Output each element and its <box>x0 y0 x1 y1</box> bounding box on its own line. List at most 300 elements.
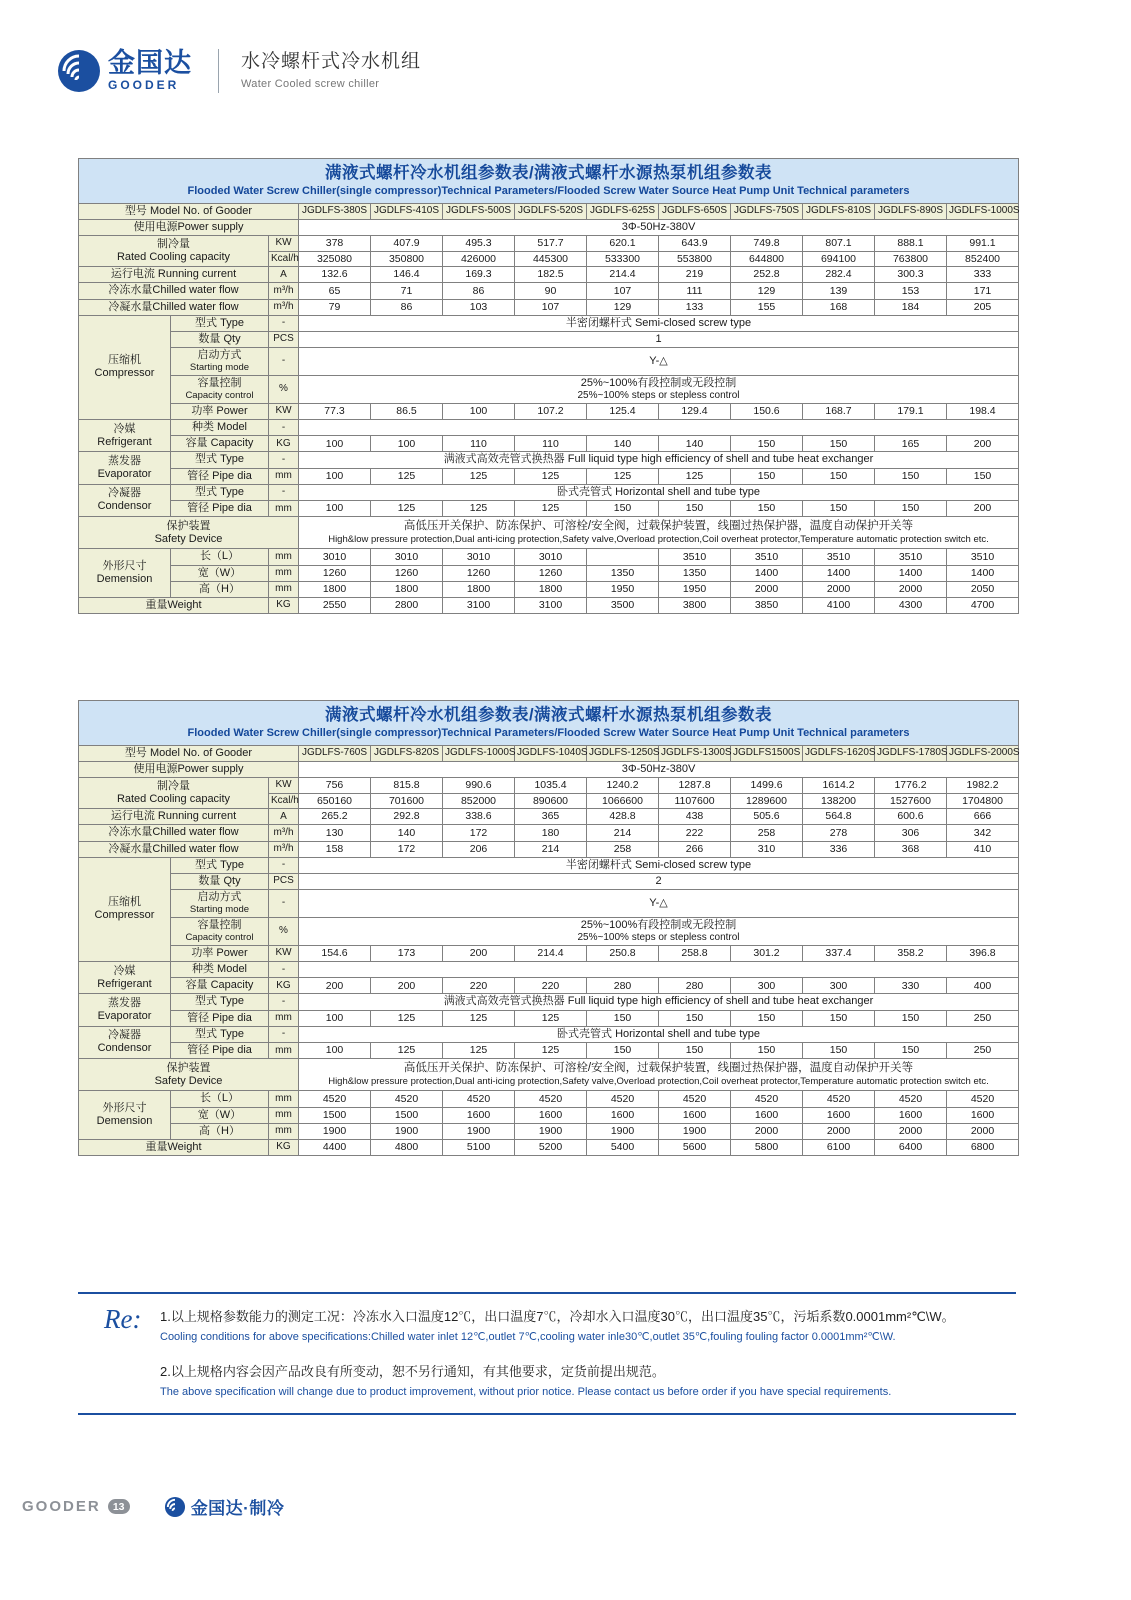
evap-pipe-unit: mm <box>269 1010 299 1026</box>
comp-power-3: 214.4 <box>515 945 587 961</box>
dim-w-label: 宽（W） <box>171 565 269 581</box>
refrigerant-label-en: Refrigerant <box>97 435 152 448</box>
chilled-2: 172 <box>443 825 515 841</box>
ref-model-label: 种类 Model <box>171 962 269 978</box>
chilled-4: 107 <box>587 283 659 299</box>
dim-w-5: 1350 <box>659 565 731 581</box>
ref-cap-5: 280 <box>659 978 731 994</box>
dim-l-4: 4520 <box>587 1091 659 1107</box>
current-label: 运行电流 Running current <box>79 267 269 283</box>
cond-pipe-0: 100 <box>299 1042 371 1058</box>
cooling-water-4: 258 <box>587 841 659 857</box>
comp-power-0: 77.3 <box>299 403 371 419</box>
table-row-chilled <box>79 825 1019 841</box>
cooling-water-unit: m³/h <box>269 841 299 857</box>
table-row-cooling-kw <box>79 777 1019 793</box>
weight-6: 5800 <box>731 1139 803 1155</box>
comp-type-value-en: Semi-closed screw type <box>634 858 752 871</box>
model-9: JGDLFS-1000S <box>947 203 1019 219</box>
notes-re-label: Re: <box>104 1304 142 1334</box>
cooling-water-6: 155 <box>731 299 803 315</box>
cond-pipe-7: 150 <box>803 1042 875 1058</box>
company-logo <box>56 48 192 94</box>
comp-start-label-cn: 启动方式 <box>197 891 242 904</box>
evap-type-value-en: Full liquid type high efficiency of shell and tube heat exchanger <box>567 453 874 466</box>
table-row-evap-pipe <box>79 1010 1019 1026</box>
dim-l-2: 3010 <box>443 549 515 565</box>
dim-l-unit: mm <box>269 1091 299 1107</box>
safety-value-cn: 高低压开关保护、防冻保护、可溶栓/安全阀，过载保护装置，线圈过热保护器，温度自动保护开关等 <box>403 1062 914 1075</box>
evap-pipe-unit: mm <box>269 468 299 484</box>
model-4: JGDLFS-625S <box>587 203 659 219</box>
table-row-power-supply <box>79 219 1019 235</box>
cooling-kw-2: 495.3 <box>443 235 515 251</box>
table-title-cell <box>79 701 1019 746</box>
cond-pipe-unit: mm <box>269 500 299 516</box>
table-row-safety <box>79 517 1019 549</box>
cooling-kcal-7: 694100 <box>803 251 875 267</box>
comp-capacity-label <box>171 917 269 945</box>
evap-type-value-en: Full liquid type high efficiency of shell and tube heat exchanger <box>567 995 874 1008</box>
compressor-label-cn: 压缩机 <box>108 896 141 909</box>
dim-w-unit: mm <box>269 1107 299 1123</box>
comp-power-4: 250.8 <box>587 945 659 961</box>
cooling-kw-4: 620.1 <box>587 235 659 251</box>
cooling-kcal-8: 1527600 <box>875 793 947 809</box>
comp-power-2: 200 <box>443 945 515 961</box>
power-supply-label: 使用电源Power supply <box>79 219 299 235</box>
model-9: JGDLFS-2000S <box>947 745 1019 761</box>
chilled-label: 冷冻水量Chilled water flow <box>79 825 269 841</box>
table-row-comp-power <box>79 945 1019 961</box>
cond-pipe-1: 125 <box>371 1042 443 1058</box>
footer-logo <box>164 1494 285 1519</box>
comp-power-7: 168.7 <box>803 403 875 419</box>
weight-8: 6400 <box>875 1139 947 1155</box>
cooling-capacity-label <box>79 235 269 266</box>
ref-model-value <box>299 420 1019 436</box>
weight-2: 5100 <box>443 1139 515 1155</box>
model-5: JGDLFS-650S <box>659 203 731 219</box>
dim-w-8: 1600 <box>875 1107 947 1123</box>
evap-pipe-7: 150 <box>803 468 875 484</box>
dim-w-0: 1500 <box>299 1107 371 1123</box>
cooling-kw-3: 1035.4 <box>515 777 587 793</box>
evaporator-label-cn: 蒸发器 <box>108 454 141 467</box>
cooling-water-1: 172 <box>371 841 443 857</box>
chilled-1: 140 <box>371 825 443 841</box>
dim-h-5: 1950 <box>659 581 731 597</box>
dimension-label-cn: 外形尺寸 <box>102 559 147 572</box>
cooling-water-3: 214 <box>515 841 587 857</box>
cond-type-label: 型式 Type <box>171 484 269 500</box>
current-4: 214.4 <box>587 267 659 283</box>
logo-text-en: GOODER <box>108 78 180 93</box>
evap-pipe-1: 125 <box>371 1010 443 1026</box>
cond-pipe-3: 125 <box>515 500 587 516</box>
cooling-kw-4: 1240.2 <box>587 777 659 793</box>
cond-type-value <box>299 484 1019 500</box>
comp-power-4: 125.4 <box>587 403 659 419</box>
dim-h-1: 1900 <box>371 1123 443 1139</box>
weight-3: 3100 <box>515 597 587 613</box>
cond-type-value-en: Horizontal shell and tube type <box>615 1027 760 1040</box>
cooling-kw-2: 990.6 <box>443 777 515 793</box>
cond-pipe-5: 150 <box>659 1042 731 1058</box>
dim-w-2: 1260 <box>443 565 515 581</box>
table-row-dim-w <box>79 1107 1019 1123</box>
evaporator-group-label <box>79 994 171 1026</box>
table-row-comp-type <box>79 857 1019 873</box>
evap-pipe-7: 150 <box>803 1010 875 1026</box>
dim-w-unit: mm <box>269 565 299 581</box>
cond-pipe-6: 150 <box>731 500 803 516</box>
cooling-kcal-1: 350800 <box>371 251 443 267</box>
dim-w-1: 1500 <box>371 1107 443 1123</box>
chilled-0: 130 <box>299 825 371 841</box>
chilled-8: 153 <box>875 283 947 299</box>
cooling-water-5: 266 <box>659 841 731 857</box>
cooling-water-9: 205 <box>947 299 1019 315</box>
comp-type-unit: - <box>269 857 299 873</box>
gooder-swirl-icon <box>56 48 102 94</box>
safety-label <box>79 1059 299 1091</box>
cooling-kw-8: 1776.2 <box>875 777 947 793</box>
model-8: JGDLFS-1780S <box>875 745 947 761</box>
cooling-kw-5: 1287.8 <box>659 777 731 793</box>
cond-pipe-label: 管径 Pipe dia <box>171 500 269 516</box>
comp-power-0: 154.6 <box>299 945 371 961</box>
cooling-water-0: 79 <box>299 299 371 315</box>
dim-h-6: 2000 <box>731 581 803 597</box>
evap-pipe-0: 100 <box>299 468 371 484</box>
table-row-current <box>79 267 1019 283</box>
dim-w-0: 1260 <box>299 565 371 581</box>
dim-h-9: 2050 <box>947 581 1019 597</box>
cond-type-value-en: Horizontal shell and tube type <box>615 485 760 498</box>
header-divider <box>218 49 219 93</box>
dim-l-8: 4520 <box>875 1091 947 1107</box>
current-2: 338.6 <box>443 809 515 825</box>
ref-cap-3: 110 <box>515 436 587 452</box>
table-row-weight <box>79 597 1019 613</box>
table-row-safety <box>79 1059 1019 1091</box>
weight-label: 重量Weight <box>79 1139 269 1155</box>
cooling-kcal-5: 1107600 <box>659 793 731 809</box>
comp-cap-label-en: Capacity control <box>185 932 254 944</box>
dim-w-8: 1400 <box>875 565 947 581</box>
cond-pipe-6: 150 <box>731 1042 803 1058</box>
comp-start-value: Y-△ <box>299 348 1019 376</box>
dim-h-0: 1800 <box>299 581 371 597</box>
evap-pipe-8: 150 <box>875 1010 947 1026</box>
comp-power-9: 396.8 <box>947 945 1019 961</box>
cooling-kcal-2: 426000 <box>443 251 515 267</box>
dim-w-3: 1260 <box>515 565 587 581</box>
evap-type-value-cn: 满液式高效壳管式换热器 <box>443 453 565 466</box>
chilled-6: 258 <box>731 825 803 841</box>
cooling-water-7: 336 <box>803 841 875 857</box>
cooling-kcal-5: 553800 <box>659 251 731 267</box>
ref-cap-unit: KG <box>269 978 299 994</box>
cooling-water-6: 310 <box>731 841 803 857</box>
cooling-kw-unit: KW <box>269 235 299 251</box>
comp-power-2: 100 <box>443 403 515 419</box>
comp-qty-unit: PCS <box>269 873 299 889</box>
comp-cap-value-en: 25%~100% steps or stepless control <box>577 389 740 401</box>
header-title-cn: 水冷螺杆式冷水机组 <box>241 51 422 73</box>
dim-l-5: 4520 <box>659 1091 731 1107</box>
comp-cap-unit: % <box>269 917 299 945</box>
comp-cap-value-cn: 25%~100%有段控制或无段控制 <box>580 376 737 389</box>
spec-table-1 <box>78 158 1019 614</box>
comp-power-label: 功率 Power <box>171 403 269 419</box>
cond-pipe-2: 125 <box>443 500 515 516</box>
dim-h-7: 2000 <box>803 581 875 597</box>
dim-l-4 <box>587 549 659 565</box>
ref-cap-2: 110 <box>443 436 515 452</box>
evaporator-label-cn: 蒸发器 <box>108 996 141 1009</box>
comp-qty-label: 数量 Qty <box>171 331 269 347</box>
table-row-cond-type <box>79 1026 1019 1042</box>
chilled-3: 90 <box>515 283 587 299</box>
page-footer <box>22 1494 284 1519</box>
cooling-water-2: 103 <box>443 299 515 315</box>
chilled-3: 180 <box>515 825 587 841</box>
dim-l-8: 3510 <box>875 549 947 565</box>
refrigerant-group-label <box>79 962 171 994</box>
dimension-group-label <box>79 1091 171 1140</box>
cond-pipe-label: 管径 Pipe dia <box>171 1042 269 1058</box>
dim-h-label: 高（H） <box>171 581 269 597</box>
comp-power-1: 86.5 <box>371 403 443 419</box>
table-title-en: Flooded Water Screw Chiller(single compressor)Technical Parameters/Flooded Screw Water Source Heat Pump Unit Technical parameters <box>187 727 910 740</box>
cooling-kcal-4: 533300 <box>587 251 659 267</box>
evaporator-label-en: Evaporator <box>97 468 152 481</box>
evap-pipe-2: 125 <box>443 468 515 484</box>
comp-power-3: 107.2 <box>515 403 587 419</box>
comp-start-label-en: Starting mode <box>189 362 250 374</box>
condensor-label-cn: 冷凝器 <box>108 1029 141 1042</box>
comp-cap-label-cn: 容量控制 <box>197 918 242 931</box>
note-1 <box>160 1308 1016 1345</box>
dim-w-label: 宽（W） <box>171 1107 269 1123</box>
ref-cap-7: 300 <box>803 978 875 994</box>
weight-9: 6800 <box>947 1139 1019 1155</box>
safety-value-en: High&low pressure protection,Dual anti-icing protection,Safety valve,Overload protection,Coil overheat protector,Temperature automatic protection switch etc. <box>328 533 989 545</box>
table-row-comp-qty <box>79 331 1019 347</box>
model-2: JGDLFS-1000S <box>443 745 515 761</box>
ref-cap-label: 容量 Capacity <box>171 978 269 994</box>
cooling-water-label: 冷凝水量Chilled water flow <box>79 841 269 857</box>
weight-5: 3800 <box>659 597 731 613</box>
cooling-water-7: 168 <box>803 299 875 315</box>
evap-type-label: 型式 Type <box>171 452 269 468</box>
cooling-capacity-label <box>79 777 269 808</box>
current-5: 219 <box>659 267 731 283</box>
evap-pipe-5: 125 <box>659 468 731 484</box>
cond-pipe-9: 200 <box>947 500 1019 516</box>
safety-value-en: High&low pressure protection,Dual anti-icing protection,Safety valve,Overload protection,Coil overheat protector,Temperature automatic protection switch etc. <box>328 1075 989 1087</box>
table-title-en: Flooded Water Screw Chiller(single compressor)Technical Parameters/Flooded Screw Water Source Heat Pump Unit Technical parameters <box>187 185 910 198</box>
dim-h-unit: mm <box>269 581 299 597</box>
cond-pipe-5: 150 <box>659 500 731 516</box>
cond-type-unit: - <box>269 1026 299 1042</box>
cooling-kcal-6: 1289600 <box>731 793 803 809</box>
dim-h-label: 高（H） <box>171 1123 269 1139</box>
current-6: 252.8 <box>731 267 803 283</box>
comp-start-label <box>171 890 269 918</box>
weight-8: 4300 <box>875 597 947 613</box>
dim-w-3: 1600 <box>515 1107 587 1123</box>
safety-label-cn: 保护装置 <box>166 519 211 532</box>
dim-l-1: 4520 <box>371 1091 443 1107</box>
power-supply-label: 使用电源Power supply <box>79 761 299 777</box>
cooling-kw-5: 643.9 <box>659 235 731 251</box>
dim-l-7: 4520 <box>803 1091 875 1107</box>
table-title-cn: 满液式螺杆冷水机组参数表/满液式螺杆水源热泵机组参数表 <box>324 164 773 182</box>
chilled-4: 214 <box>587 825 659 841</box>
table-row-weight <box>79 1139 1019 1155</box>
evap-pipe-0: 100 <box>299 1010 371 1026</box>
ref-model-value <box>299 962 1019 978</box>
compressor-label-en: Compressor <box>94 367 155 380</box>
dim-l-1: 3010 <box>371 549 443 565</box>
evap-pipe-3: 125 <box>515 468 587 484</box>
cooling-water-4: 129 <box>587 299 659 315</box>
ref-cap-8: 330 <box>875 978 947 994</box>
dim-h-2: 1800 <box>443 581 515 597</box>
dim-l-0: 3010 <box>299 549 371 565</box>
comp-qty-unit: PCS <box>269 331 299 347</box>
cond-pipe-2: 125 <box>443 1042 515 1058</box>
cooling-kcal-6: 644800 <box>731 251 803 267</box>
dim-h-9: 2000 <box>947 1123 1019 1139</box>
weight-4: 3500 <box>587 597 659 613</box>
note-1-en: Cooling conditions for above specifications:Chilled water inlet 12℃,outlet 7℃,cooling water inle30℃,outlet 35℃,fouling fouling factor 0.0001mm²℃\W. <box>160 1330 896 1343</box>
condensor-label-cn: 冷凝器 <box>108 487 141 500</box>
refrigerant-label-cn: 冷媒 <box>113 422 136 435</box>
comp-power-6: 150.6 <box>731 403 803 419</box>
dim-w-4: 1350 <box>587 565 659 581</box>
condensor-group-label <box>79 484 171 516</box>
cond-pipe-7: 150 <box>803 500 875 516</box>
cooling-kw-3: 517.7 <box>515 235 587 251</box>
refrigerant-group-label <box>79 420 171 452</box>
table-row-models <box>79 203 1019 219</box>
current-0: 132.6 <box>299 267 371 283</box>
weight-7: 6100 <box>803 1139 875 1155</box>
table-row-comp-start <box>79 348 1019 376</box>
table-row-cooling-water <box>79 841 1019 857</box>
safety-value-cn: 高低压开关保护、防冻保护、可溶栓/安全阀，过载保护装置，线圈过热保护器，温度自动保护开关等 <box>403 520 914 533</box>
comp-power-unit: KW <box>269 403 299 419</box>
table-row-ref-capacity <box>79 978 1019 994</box>
weight-1: 4800 <box>371 1139 443 1155</box>
ref-cap-label: 容量 Capacity <box>171 436 269 452</box>
model-4: JGDLFS-1250S <box>587 745 659 761</box>
cond-pipe-4: 150 <box>587 500 659 516</box>
cooling-label-en: Rated Cooling capacity <box>116 793 231 806</box>
cond-type-value-cn: 卧式壳管式 <box>557 1027 612 1040</box>
model-0: JGDLFS-760S <box>299 745 371 761</box>
current-3: 182.5 <box>515 267 587 283</box>
note-2-cn: 2.以上规格内容会因产品改良有所变动，恕不另行通知，有其他要求，定货前提出规范。 <box>160 1364 665 1380</box>
cooling-kcal-unit: Kcal/h <box>269 251 299 267</box>
ref-cap-1: 100 <box>371 436 443 452</box>
cooling-kw-6: 749.8 <box>731 235 803 251</box>
weight-7: 4100 <box>803 597 875 613</box>
table-row-evap-type <box>79 452 1019 468</box>
table-row-ref-model <box>79 962 1019 978</box>
evap-type-value <box>299 452 1019 468</box>
cooling-water-2: 206 <box>443 841 515 857</box>
cond-pipe-8: 150 <box>875 500 947 516</box>
dim-h-2: 1900 <box>443 1123 515 1139</box>
cooling-water-5: 133 <box>659 299 731 315</box>
cooling-kcal-9: 1704800 <box>947 793 1019 809</box>
evaporator-group-label <box>79 452 171 484</box>
dim-h-8: 2000 <box>875 1123 947 1139</box>
evap-pipe-4: 150 <box>587 1010 659 1026</box>
cond-pipe-3: 125 <box>515 1042 587 1058</box>
table-row-dim-h <box>79 1123 1019 1139</box>
cooling-kw-1: 815.8 <box>371 777 443 793</box>
cond-type-value <box>299 1026 1019 1042</box>
cond-pipe-1: 125 <box>371 500 443 516</box>
table-row-comp-power <box>79 403 1019 419</box>
current-5: 438 <box>659 809 731 825</box>
comp-qty-label: 数量 Qty <box>171 873 269 889</box>
comp-start-label <box>171 348 269 376</box>
current-3: 365 <box>515 809 587 825</box>
table-row-chilled <box>79 283 1019 299</box>
dim-l-7: 3510 <box>803 549 875 565</box>
cooling-kcal-0: 650160 <box>299 793 371 809</box>
spec-table-2 <box>78 700 1019 1156</box>
chilled-unit: m³/h <box>269 825 299 841</box>
note-1-cn: 1.以上规格参数能力的测定工况：冷冻水入口温度12℃，出口温度7℃，冷却水入口温度30℃，出口温度35℃，污垢系数0.0001mm²℃\W。 <box>160 1309 955 1324</box>
weight-unit: KG <box>269 1139 299 1155</box>
dim-h-4: 1900 <box>587 1123 659 1139</box>
table-title-row <box>79 701 1019 746</box>
chilled-7: 139 <box>803 283 875 299</box>
note-2 <box>160 1363 1016 1400</box>
safety-label-cn: 保护装置 <box>166 1061 211 1074</box>
model-7: JGDLFS-810S <box>803 203 875 219</box>
evap-pipe-label: 管径 Pipe dia <box>171 468 269 484</box>
cooling-kcal-unit: Kcal/h <box>269 793 299 809</box>
dim-w-9: 1400 <box>947 565 1019 581</box>
cooling-kw-1: 407.9 <box>371 235 443 251</box>
table-row-dim-l <box>79 549 1019 565</box>
dim-h-4: 1950 <box>587 581 659 597</box>
page-number: 13 <box>108 1499 130 1514</box>
cooling-kcal-4: 1066600 <box>587 793 659 809</box>
chilled-7: 278 <box>803 825 875 841</box>
cooling-kcal-3: 445300 <box>515 251 587 267</box>
compressor-label-cn: 压缩机 <box>108 354 141 367</box>
ref-model-unit: - <box>269 962 299 978</box>
dim-h-8: 2000 <box>875 581 947 597</box>
dim-w-7: 1600 <box>803 1107 875 1123</box>
comp-qty-value: 1 <box>299 331 1019 347</box>
chilled-5: 111 <box>659 283 731 299</box>
ref-cap-8: 165 <box>875 436 947 452</box>
current-label: 运行电流 Running current <box>79 809 269 825</box>
current-2: 169.3 <box>443 267 515 283</box>
ref-cap-9: 200 <box>947 436 1019 452</box>
